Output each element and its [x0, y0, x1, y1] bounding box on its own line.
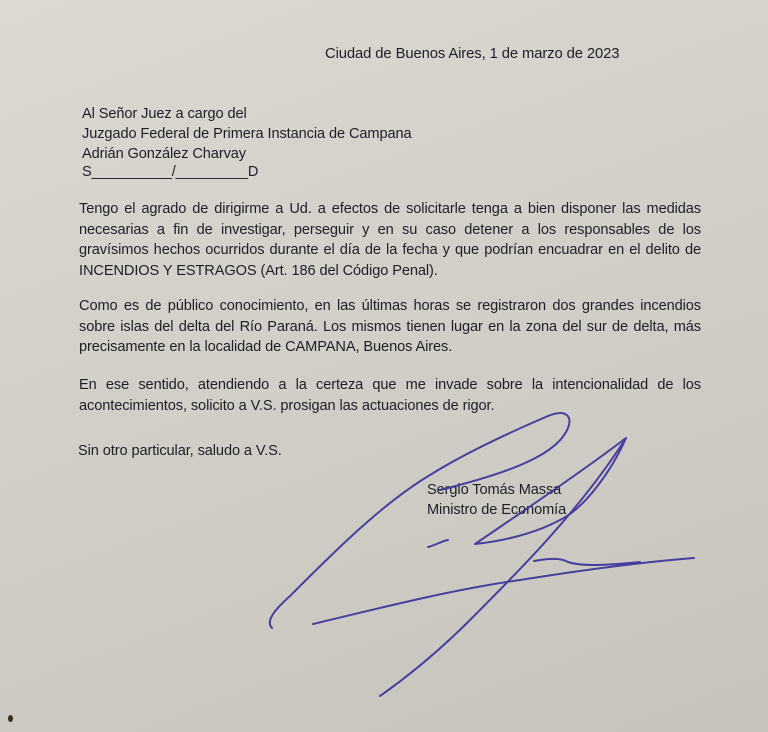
addressee-line-3: Adrián González Charvay: [82, 146, 246, 162]
signer-name: Sergio Tomás Massa: [427, 482, 562, 498]
addressee-line-1: Al Señor Juez a cargo del: [82, 106, 247, 122]
signer-title: Ministro de Economía: [427, 502, 567, 518]
addressee-line-2: Juzgado Federal de Primera Instancia de Campana: [82, 126, 412, 142]
date-line: Ciudad de Buenos Aires, 1 de marzo de 2023: [325, 46, 620, 62]
paragraph-3: En ese sentido, atendiendo a la certeza que me invade sobre la intencionalidad de los acontecimientos, solicito a V.S. prosigan las actuaciones de rigor.: [79, 377, 701, 414]
ink-speck: [8, 715, 13, 722]
addressee-line-4: S__________/_________D: [82, 164, 259, 180]
closing-line: Sin otro particular, saludo a V.S.: [78, 443, 282, 459]
paragraph-1: Tengo el agrado de dirigirme a Ud. a efectos de solicitarle tenga a bien disponer las medidas necesarias a fin de investigar, perseguir y en su caso detener a los responsables de los gravísimos hechos ocurridos durante el día de la fecha y que podrían encuadrar en el delito de INCENDIOS Y ESTRAGOS (Art. 186 del Código Penal).: [79, 201, 701, 279]
paragraph-2: Como es de público conocimiento, en las últimas horas se registraron dos grandes incendios sobre islas del delta del Río Paraná. Los mismos tienen lugar en la zona del sur de delta, más precisamente en la localidad de CAMPANA, Buenos Aires.: [79, 298, 701, 355]
